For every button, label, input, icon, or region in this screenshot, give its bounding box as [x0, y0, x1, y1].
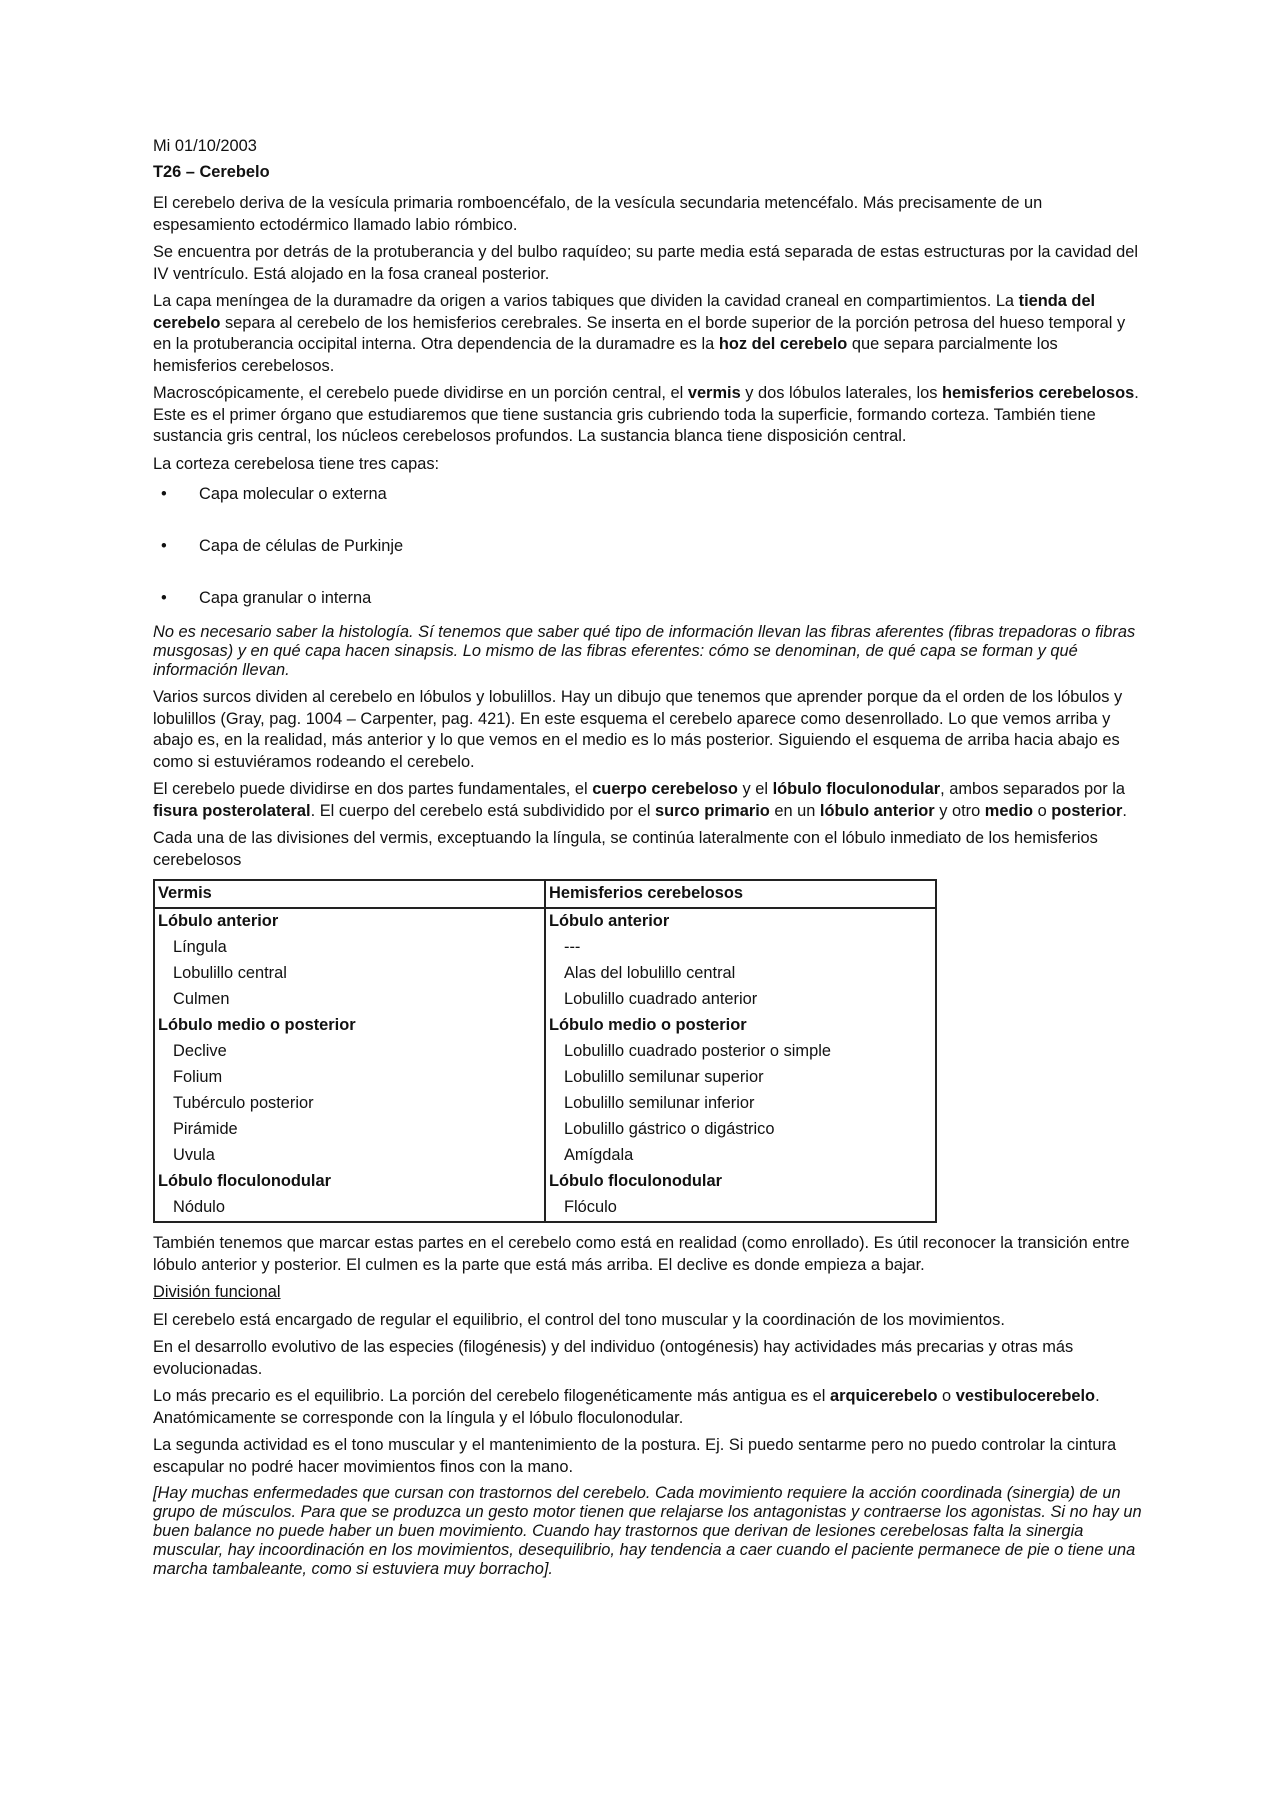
table-cell-vermis: Tubérculo posterior — [173, 1094, 314, 1112]
lobes-table — [153, 879, 937, 1223]
term-tienda-cerebelo: tienda del cerebelo — [153, 292, 1096, 332]
paragraph-tone: La segunda actividad es el tono muscular y el mantenimiento de la postura. Ej. Si puedo sentarme pero no puedo controlar la cintura escapular no podré hacer movimientos finos con la mano. — [153, 1436, 1117, 1476]
paragraph-functions: El cerebelo está encargado de regular el equilibrio, el control del tono muscular y la coordinación de los movimientos. — [153, 1310, 1005, 1329]
paragraph-location: Se encuentra por detrás de la protuberancia y del bulbo raquídeo; su parte media está separada de estas estructuras por la cavidad del IV ventrículo. Está alojado en la fosa craneal posterior. — [153, 243, 1138, 283]
list-item: • Capa molecular o externa — [153, 481, 1143, 533]
table-row — [154, 987, 936, 1013]
table-row — [154, 1195, 936, 1222]
table-cell-vermis: Lobulillo central — [173, 964, 287, 982]
term-hoz-cerebelo: hoz del cerebelo — [718, 335, 848, 353]
table-header-hemisferios: Hemisferios cerebelosos — [545, 880, 936, 908]
table-row — [154, 908, 936, 935]
document-title: T26 – Cerebelo — [153, 162, 270, 181]
table-cell-hemisferios: Lóbulo anterior — [545, 908, 936, 935]
table-row — [154, 1117, 936, 1143]
cortex-layers-list — [153, 481, 1143, 615]
table-cell-vermis: Declive — [173, 1042, 227, 1060]
paragraph-cortex-intro: La corteza cerebelosa tiene tres capas: — [153, 454, 440, 473]
note-diseases: [Hay muchas enfermedades que cursan con trastornos del cerebelo. Cada movimiento requiere la acción coordinada (sinergia) de un grupo de músculos. Para que se produzca un gesto motor tienen que relajarse los antagonistas y contraerse los agonistas. Si no hay un buen balance no puede haber un buen movimiento. Cuando hay trastornos que derivan de lesiones cerebelosas falta la sinergia muscular, hay incoordinación en los movimientos, desequilibrio, hay tendencia a caer cuando el paciente permanece de pie o tiene una marcha tambaleante, como si estuviera muy borracho]. — [153, 1484, 1142, 1578]
paragraph-macroscopic: Macroscópicamente, el cerebelo puede dividirse en un porción central, el vermis y dos lóbulos laterales, los hemisferios cerebelosos. Este es el primer órgano que estudiaremos que tiene sustancia gris cubriendo toda la superficie, formando corteza. También tiene sustancia gris central, los núcleos cerebelosos profundos. La sustancia blanca tiene disposición central. — [153, 384, 1139, 445]
table-cell-vermis: Lóbulo anterior — [158, 912, 279, 930]
paragraph-transition: También tenemos que marcar estas partes en el cerebelo como está en realidad (como enrollado). Es útil reconocer la transición entre lóbulo anterior y posterior. El culmen es la parte que está más arriba. El declive es donde empieza a bajar. — [153, 1234, 1130, 1274]
table-row — [154, 1091, 936, 1117]
table-row — [154, 1013, 936, 1039]
table-cell-hemisferios: Lobulillo gástrico o digástrico — [545, 1117, 936, 1143]
note-histology: No es necesario saber la histología. Sí tenemos que saber qué tipo de información llevan las fibras aferentes (fibras trepadoras o fibras musgosas) y en qué capa hacen sinapsis. Lo mismo de las fibras eferentes: cómo se denominan, de qué capa se forman y qué información llevan. — [153, 623, 1136, 679]
table-cell-vermis: Lóbulo medio o posterior — [158, 1016, 356, 1034]
document-date: Mi 01/10/2003 — [153, 137, 257, 155]
table-cell-hemisferios: Amígdala — [545, 1143, 936, 1169]
table-cell-vermis: Lóbulo floculonodular — [158, 1172, 331, 1190]
table-cell-hemisferios: Alas del lobulillo central — [545, 961, 936, 987]
bullet-icon: • — [161, 485, 167, 503]
table-cell-hemisferios: Lobulillo cuadrado anterior — [545, 987, 936, 1013]
table-cell-vermis: Culmen — [173, 990, 230, 1008]
paragraph-origin: El cerebelo deriva de la vesícula primaria romboencéfalo, de la vesícula secundaria metencéfalo. Más precisamente de un espesamiento ectodérmico llamado labio rómbico. — [153, 194, 1043, 234]
bullet-icon: • — [161, 589, 167, 607]
table-row — [154, 935, 936, 961]
paragraph-equilibrium: Lo más precario es el equilibrio. La porción del cerebelo filogenéticamente más antigua es el arquicerebelo o vestibulocerebelo. Anatómicamente se corresponde con la língula y el lóbulo floculonodular. — [153, 1387, 1100, 1427]
table-cell-hemisferios: Lobulillo cuadrado posterior o simple — [545, 1039, 936, 1065]
table-header-vermis: Vermis — [154, 880, 545, 908]
paragraph-table-intro: Cada una de las divisiones del vermis, exceptuando la língula, se continúa lateralmente con el lóbulo inmediato de los hemisferios cerebelosos — [153, 829, 1098, 869]
term-hemisferios: hemisferios cerebelosos — [942, 384, 1135, 402]
bullet-icon: • — [161, 537, 167, 555]
table-cell-vermis: Língula — [173, 938, 227, 956]
term-vermis: vermis — [687, 384, 741, 402]
paragraph-divisions: El cerebelo puede dividirse en dos partes fundamentales, el cuerpo cerebeloso y el lóbulo floculonodular, ambos separados por la fisura posterolateral. El cuerpo del cerebelo está subdividido por el surco primario en un lóbulo anterior y otro medio o posterior. — [153, 780, 1127, 820]
table-row — [154, 1039, 936, 1065]
paragraph-evolution: En el desarrollo evolutivo de las especies (filogénesis) y del individuo (ontogénesis) hay actividades más precarias y otras más evolucionadas. — [153, 1338, 1074, 1378]
table-row — [154, 1143, 936, 1169]
table-row — [154, 961, 936, 987]
document-page — [153, 136, 1143, 1586]
table-row — [154, 1169, 936, 1195]
table-cell-hemisferios: --- — [545, 935, 936, 961]
table-cell-hemisferios: Lobulillo semilunar inferior — [545, 1091, 936, 1117]
table-cell-hemisferios: Lobulillo semilunar superior — [545, 1065, 936, 1091]
paragraph-meninges: La capa meníngea de la duramadre da origen a varios tabiques que dividen la cavidad craneal en compartimientos. La tienda del cerebelo separa al cerebelo de los hemisferios cerebrales. Se inserta en el borde superior de la porción petrosa del hueso temporal y en la protuberancia occipital interna. Otra dependencia de la duramadre es la hoz del cerebelo que separa parcialmente los hemisferios cerebelosos. — [153, 292, 1126, 375]
list-item: • Capa granular o interna — [153, 585, 1143, 615]
paragraph-sulci: Varios surcos dividen al cerebelo en lóbulos y lobulillos. Hay un dibujo que tenemos que aprender porque da el orden de los lóbulos y lobulillos (Gray, pag. 1004 – Carpenter, pag. 421). En este esquema el cerebelo aparece como desenrollado. Lo que vemos arriba y abajo es, en la realidad, más anterior y lo que vemos en el medio es lo más posterior. Siguiendo el esquema de arriba hacia abajo es como si estuviéramos rodeando el cerebelo. — [153, 688, 1123, 771]
table-cell-vermis: Nódulo — [173, 1198, 225, 1216]
section-title: División funcional — [153, 1283, 281, 1301]
table-cell-hemisferios: Flóculo — [545, 1195, 936, 1222]
table-header-row — [154, 880, 936, 908]
table-cell-hemisferios: Lóbulo floculonodular — [545, 1169, 936, 1195]
list-item: • Capa de células de Purkinje — [153, 533, 1143, 585]
table-cell-vermis: Folium — [173, 1068, 223, 1086]
table-cell-hemisferios: Lóbulo medio o posterior — [545, 1013, 936, 1039]
table-cell-vermis: Uvula — [173, 1146, 215, 1164]
table-row — [154, 1065, 936, 1091]
table-cell-vermis: Pirámide — [173, 1120, 238, 1138]
